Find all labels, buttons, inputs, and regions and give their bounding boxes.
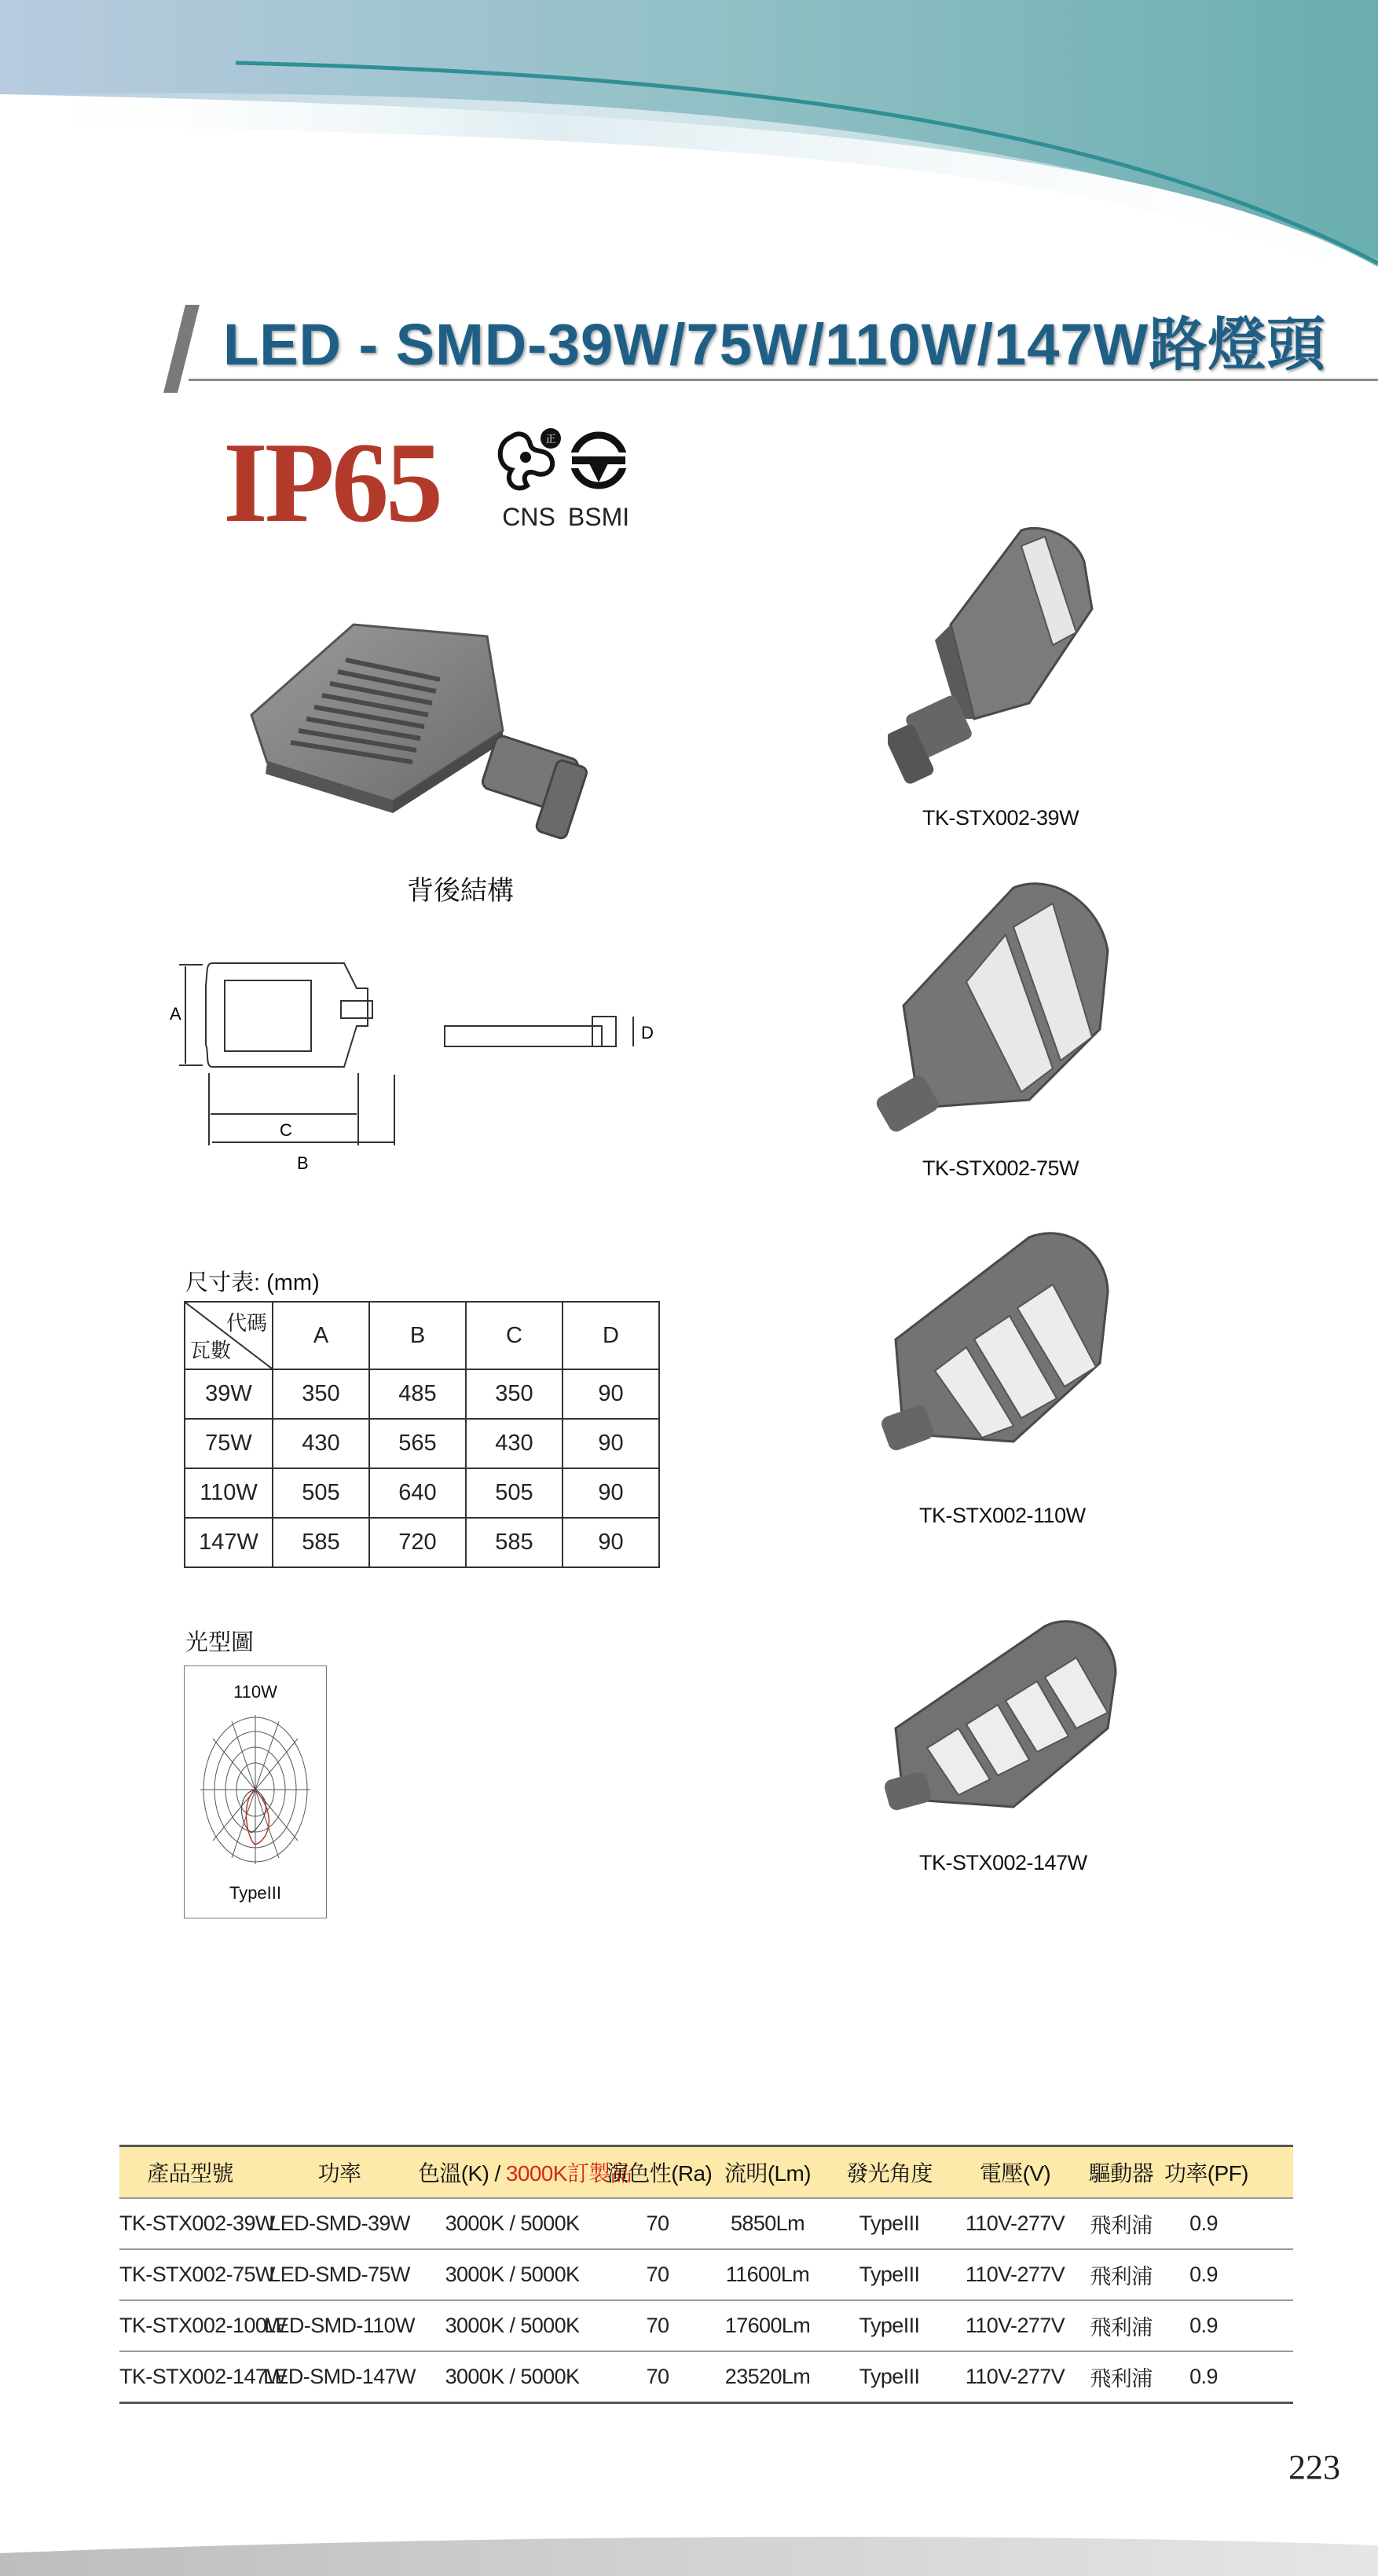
cns-label: CNS — [502, 503, 555, 531]
table-row — [119, 2352, 1293, 2404]
table-row — [185, 1468, 659, 1518]
watt-cell: 147W — [185, 1518, 273, 1567]
dimension-table-caption: 尺寸表: (mm) — [185, 1270, 320, 1295]
table-cell: 505 — [273, 1468, 369, 1518]
model-cell: TK-STX002-147W — [119, 2365, 287, 2388]
voltage-cell: 110V-277V — [965, 2365, 1065, 2388]
product-label-75w: TK-STX002-75W — [922, 1156, 1079, 1180]
page-title: LED - SMD-39W/75W/110W/147W路燈頭 — [223, 312, 1326, 377]
corner-watt-label: 瓦數 — [190, 1339, 232, 1362]
cri-cell: 70 — [646, 2314, 669, 2337]
driver-cell: 飛利浦 — [1090, 2214, 1153, 2237]
column-header: C — [466, 1302, 563, 1369]
table-cell: 485 — [369, 1369, 466, 1419]
dimension-drawing — [162, 957, 680, 1177]
model-cell: TK-STX002-100W — [119, 2314, 287, 2337]
product-image-110w — [872, 1222, 1123, 1481]
bsmi-mark-icon — [566, 421, 632, 500]
header-color-temp — [418, 2156, 632, 2188]
table-cell: 90 — [563, 1468, 659, 1518]
column-header: B — [369, 1302, 466, 1369]
table-cell: 350 — [273, 1369, 369, 1419]
driver-cell: 飛利浦 — [1090, 2367, 1153, 2391]
dim-label-b: B — [297, 1153, 309, 1173]
table-row — [185, 1419, 659, 1468]
voltage-cell: 110V-277V — [965, 2211, 1065, 2235]
watt-cell: 75W — [185, 1419, 273, 1468]
table-cell: 90 — [563, 1369, 659, 1419]
table-cell: 90 — [563, 1419, 659, 1468]
light-pattern-type: TypeIII — [229, 1883, 282, 1903]
pf-cell: 0.9 — [1189, 2314, 1218, 2337]
svg-text:正: 正 — [545, 434, 556, 445]
header-band — [0, 0, 1378, 283]
table-cell: 720 — [369, 1518, 466, 1567]
header-color-temp-note: 3000K訂製品 — [505, 2161, 632, 2186]
lumen-cell: 23520Lm — [724, 2365, 811, 2388]
beam-angle-cell: TypeIII — [859, 2314, 920, 2337]
product-image-75w — [872, 872, 1123, 1155]
header-driver: 驅動器 — [1088, 2161, 1154, 2186]
page-number: 223 — [1288, 2448, 1340, 2486]
column-header: A — [273, 1302, 369, 1369]
spec-table — [119, 2145, 1293, 2404]
table-row — [185, 1518, 659, 1567]
pf-cell: 0.9 — [1189, 2365, 1218, 2388]
table-cell: 350 — [466, 1369, 563, 1419]
model-cell: TK-STX002-39W — [119, 2211, 275, 2235]
spec-table-header — [119, 2145, 1293, 2199]
cns-mark-icon — [489, 421, 568, 500]
light-pattern-caption: 光型圖 — [185, 1630, 255, 1655]
ip-rating: IP65 — [223, 419, 440, 546]
header-voltage: 電壓(V) — [979, 2161, 1051, 2186]
back-view-caption: 背後結構 — [407, 876, 514, 906]
bsmi-label: BSMI — [567, 503, 630, 531]
pf-cell: 0.9 — [1189, 2263, 1218, 2286]
beam-angle-cell: TypeIII — [859, 2365, 920, 2388]
power-cell: LED-SMD-147W — [263, 2365, 416, 2388]
product-label-147w: TK-STX002-147W — [919, 1851, 1087, 1874]
lumen-cell: 17600Lm — [724, 2314, 811, 2337]
table-cell: 585 — [466, 1518, 563, 1567]
table-cell: 90 — [563, 1518, 659, 1567]
model-cell: TK-STX002-75W — [119, 2263, 275, 2286]
color-temp-cell: 3000K / 5000K — [445, 2263, 580, 2286]
power-cell: LED-SMD-39W — [269, 2211, 410, 2235]
table-row — [119, 2301, 1293, 2352]
driver-cell: 飛利浦 — [1090, 2265, 1153, 2288]
table-row — [185, 1369, 659, 1419]
voltage-cell: 110V-277V — [965, 2314, 1065, 2337]
product-image-147w — [880, 1610, 1123, 1846]
dim-label-a: A — [170, 1004, 181, 1024]
table-row — [119, 2199, 1293, 2250]
beam-angle-cell: TypeIII — [859, 2263, 920, 2286]
cns-certification — [486, 421, 572, 532]
bsmi-certification — [561, 421, 636, 532]
header-cri: 演色性(Ra) — [607, 2161, 713, 2186]
table-cell: 430 — [273, 1419, 369, 1468]
watt-cell: 39W — [185, 1369, 273, 1419]
cri-cell: 70 — [646, 2211, 669, 2235]
color-temp-cell: 3000K / 5000K — [445, 2365, 580, 2388]
color-temp-cell: 3000K / 5000K — [445, 2314, 580, 2337]
header-power: 功率 — [317, 2161, 361, 2186]
table-cell: 585 — [273, 1518, 369, 1567]
table-cell: 640 — [369, 1468, 466, 1518]
polar-plot — [192, 1707, 318, 1872]
color-temp-cell: 3000K / 5000K — [445, 2211, 580, 2235]
dim-label-c: C — [280, 1120, 292, 1140]
header-pf: 功率(PF) — [1164, 2161, 1248, 2186]
table-cell: 565 — [369, 1419, 466, 1468]
voltage-cell: 110V-277V — [965, 2263, 1065, 2286]
header-color-temp-label: 色溫(K) / — [418, 2161, 506, 2186]
light-pattern-diagram — [184, 1665, 327, 1918]
power-cell: LED-SMD-110W — [264, 2314, 415, 2337]
table-cell: 430 — [466, 1419, 563, 1468]
beam-angle-cell: TypeIII — [859, 2211, 920, 2235]
title-divider — [189, 379, 1378, 381]
footer-band — [0, 2522, 1378, 2576]
power-cell: LED-SMD-75W — [269, 2263, 410, 2286]
dimension-table — [184, 1301, 660, 1568]
header-model: 產品型號 — [147, 2161, 233, 2186]
header-lumen: 流明(Lm) — [724, 2161, 811, 2186]
table-row — [119, 2250, 1293, 2301]
driver-cell: 飛利浦 — [1090, 2316, 1153, 2340]
cri-cell: 70 — [646, 2365, 669, 2388]
pf-cell: 0.9 — [1189, 2211, 1218, 2235]
product-label-110w: TK-STX002-110W — [919, 1504, 1086, 1527]
product-image-39w — [888, 522, 1108, 790]
column-header: D — [563, 1302, 659, 1369]
product-label-39w: TK-STX002-39W — [922, 806, 1079, 830]
table-cell: 505 — [466, 1468, 563, 1518]
dimension-table-corner — [185, 1302, 273, 1369]
dim-label-d: D — [641, 1023, 654, 1042]
light-pattern-wattage: 110W — [233, 1682, 277, 1702]
lumen-cell: 5850Lm — [731, 2211, 804, 2235]
lumen-cell: 11600Lm — [725, 2263, 810, 2286]
watt-cell: 110W — [185, 1468, 273, 1518]
back-view-image — [236, 613, 597, 864]
corner-code-label: 代碼 — [225, 1311, 267, 1335]
cri-cell: 70 — [646, 2263, 669, 2286]
header-beam-angle: 發光角度 — [846, 2161, 933, 2186]
